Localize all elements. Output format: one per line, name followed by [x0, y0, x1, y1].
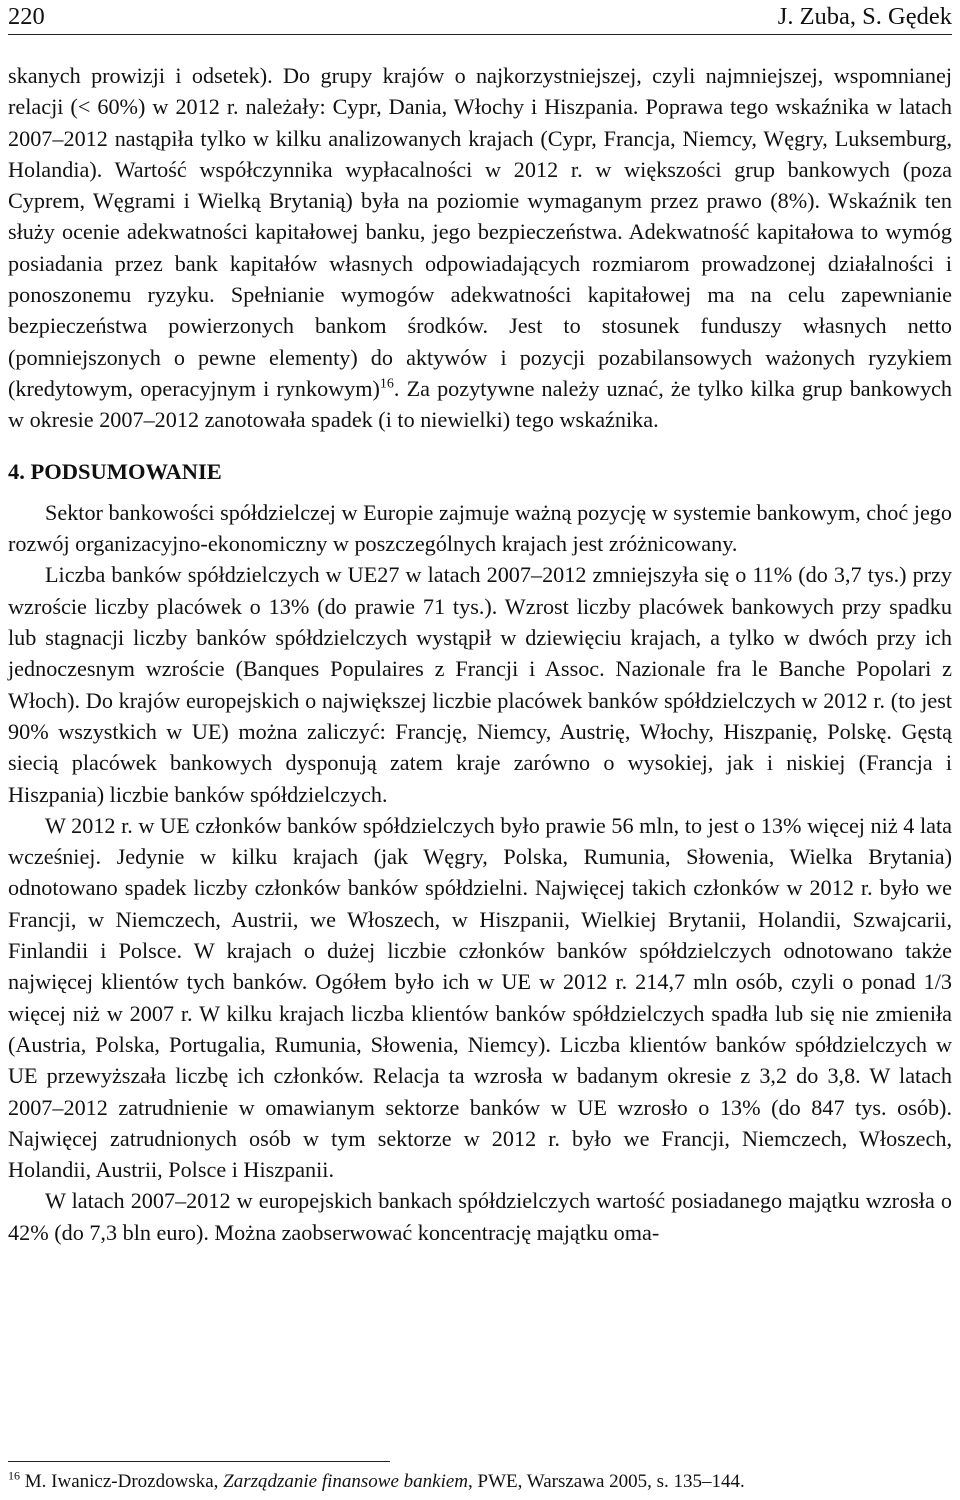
- footnote-reference[interactable]: 16: [379, 376, 394, 392]
- footnote-number: 16: [8, 1468, 20, 1483]
- footnote-author: M. Iwanicz-Drozdowska,: [24, 1471, 224, 1492]
- paragraph: Liczba banków spółdzielczych w UE27 w latach 2007–2012 zmniejszyła się o 11% (do 3,7 tys.) przy wzroście liczby placówek o 13% (do prawie 71 tys.). Wzrost liczby placówek bankowych przy spadku lub stagnacji liczby banków spółdzielczych wystąpił w dziewięciu krajach, a tylko w dwóch przy ich jednoczesnym wzroście (Banques Populaires z Francji i Assoc. Nazionale fra le Banche Popolari z Włoch). Do krajów europejskich o największej liczbie placówek banków spółdzielczych w 2012 r. (to jest 90% wszystkich w UE) można zaliczyć: Francję, Niemcy, Austrię, Włochy, Hiszpanię, Polskę. Gęstą siecią placówek bankowych dysponują zatem kraje zarówno o wysokiej, jak i niskiej (Francja i Hiszpania) liczbie banków spółdzielczych.: [8, 562, 952, 807]
- paragraph: Sektor bankowości spółdzielczej w Europie zajmuje ważną pozycję w systemie bankowym, choć jego rozwój organizacyjno-ekonomiczny w poszczególnych krajach jest zróżnicowany.: [8, 499, 952, 557]
- page-header: [8, 0, 952, 35]
- paragraph: W latach 2007–2012 w europejskich bankach spółdzielczych wartość posiadanego majątku wzrosła o 42% (do 7,3 bln euro). Można zaobserwować koncentrację majątku oma-: [8, 1188, 952, 1245]
- footnote: [8, 1470, 952, 1494]
- body-text: [8, 60, 952, 1248]
- footnote-details: , PWE, Warszawa 2005, s. 135–144.: [468, 1471, 745, 1492]
- footnote-title: Zarządzanie finansowe bankiem: [223, 1471, 469, 1492]
- paragraph: W 2012 r. w UE członków banków spółdzielczych było prawie 56 mln, to jest o 13% więcej niż 4 lata wcześniej. Jedynie w kilku krajach (jak Węgry, Polska, Rumunia, Słowenia, Wielka Brytania) odnotowano spadek liczby członków banków spółdzielni. Najwięcej takich członków w 2012 r. było we Francji, w Niemczech, Austrii, we Włoszech, w Hiszpanii, Wielkiej Brytanii, Holandii, Szwajcarii, Finlandii i Polsce. W krajach o dużej liczbie członków banków spółdzielczych odnotowano także najwięcej klientów tych banków. Ogółem było ich w UE w 2012 r. 214,7 mln osób, czyli o ponad 1/3 więcej niż w 2007 r. W kilku krajach liczba klientów banków spółdzielczych spadła lub się nie zmieniła (Austria, Polska, Portugalia, Rumunia, Słowenia, Niemcy). Liczba klientów banków spółdzielczych w UE przewyższała liczbę ich członków. Relacja ta wzrosła w badanym okresie z 3,2 do 3,8. W latach 2007–2012 zatrudnienie w omawianym sektorze banków w UE wzrosło o 13% (do 847 tys. osób). Najwięcej zatrudnionych osób w tym sektorze w 2012 r. było we Francji, Niemczech, Włoszech, Holandii, Austrii, Polsce i Hiszpanii.: [8, 812, 952, 1183]
- section-heading: 4. PODSUMOWANIE: [8, 458, 222, 484]
- paragraph-continuation: [8, 60, 952, 436]
- footnote-separator: [8, 1461, 390, 1462]
- paragraph-text: . Za pozytywne należy uznać, że tylko kilka grup bankowych w okresie 2007–2012 zanotowała spadek (i to niewielki) tego wskaźnika.: [8, 375, 952, 433]
- page-number: 220: [8, 3, 45, 30]
- running-head: J. Zuba, S. Gędek: [777, 3, 952, 30]
- paragraph-text: skanych prowizji i odsetek). Do grupy krajów o najkorzystniejszej, czyli najmniejszej, wspomnianej relacji (< 60%) w 2012 r. należały: Cypr, Dania, Włochy i Hiszpania. Poprawa tego wskaźnika w latach 2007–2012 nastąpiła tylko w kilku analizowanych krajach (Cypr, Francja, Niemcy, Węgry, Luksemburg, Holandia). Wartość współczynnika wypłacalności w 2012 r. w większości grup bankowych (poza Cyprem, Węgrami i Wielką Brytanią) była na poziomie wymaganym przez prawo (8%). Wskaźnik ten służy ocenie adekwatności kapitałowej banku, jego bezpieczeństwa. Adekwatność kapitałowa to wymóg posiadania przez bank kapitałów własnych odpowiadających rozmiarom prowadzonej działalności i ponoszonemu ryzyku. Spełnianie wymogów adekwatności kapitałowej ma na celu zapewnianie bezpieczeństwa powierzonych bankom środków. Jest to stosunek funduszy własnych netto (pomniejszonych o pewne elementy) do aktywów i pozycji pozabilansowych ważonych ryzykiem (kredytowym, operacyjnym i rynkowym): [8, 63, 952, 401]
